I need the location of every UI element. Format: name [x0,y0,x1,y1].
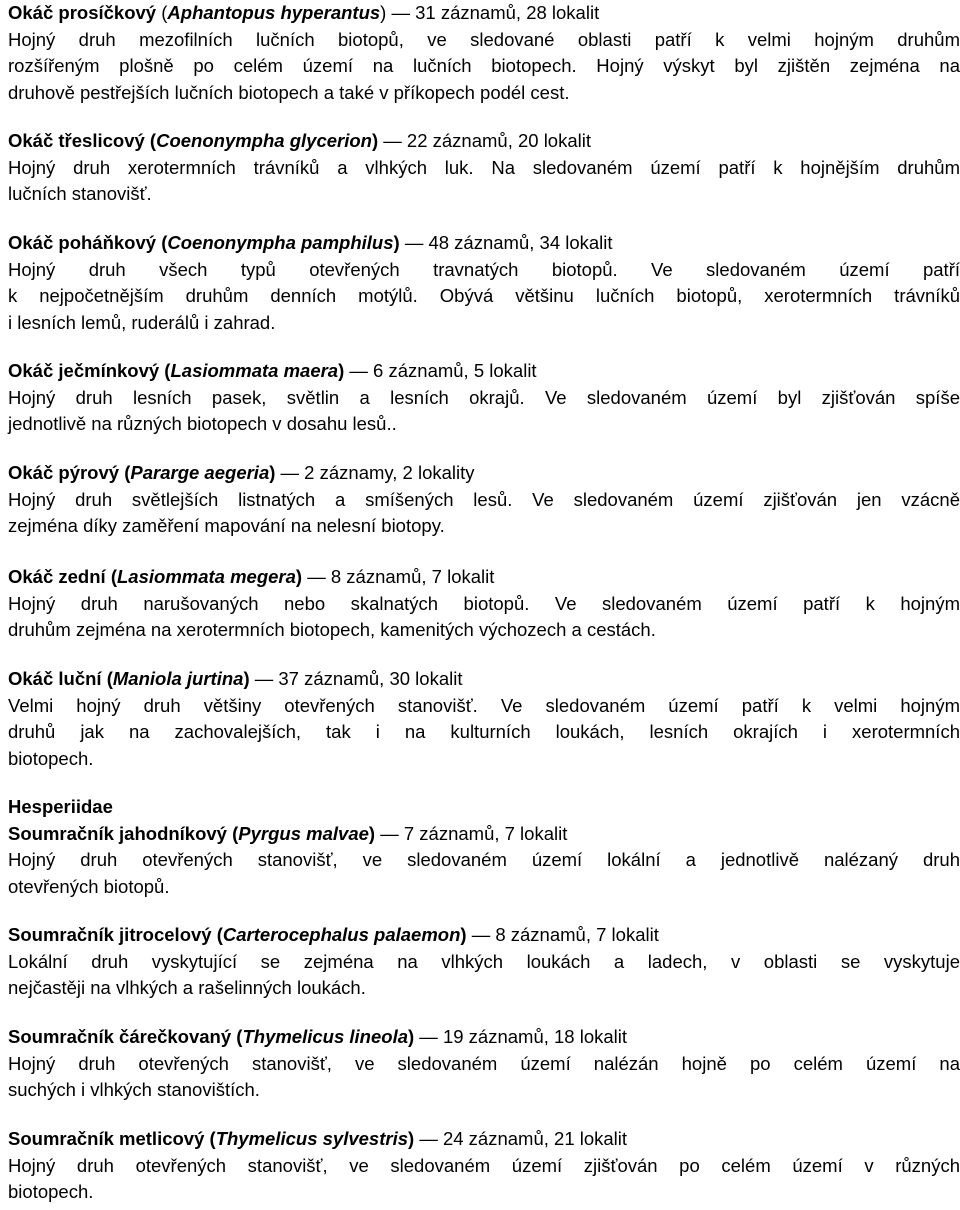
species-latin-name: Pararge aegeria [130,462,270,483]
description-line: Hojný druh otevřených stanovišť, ve sledovaném území zjišťován po celém území v různých [8,1154,960,1176]
description-line: Hojný druh mezofilních lučních biotopů, ve sledované oblasti patří k velmi hojným druhům [8,28,960,50]
species-entry [8,230,960,336]
description-line: Velmi hojný druh většiny otevřených stanovišť. Ve sledovaném území patří k velmi hojným [8,694,960,716]
species-heading: Soumračník čárečkovaný (Thymelicus lineola) — 19 záznamů, 18 lokalit [8,1026,628,1047]
species-entry [8,666,960,772]
species-heading: Okáč zední (Lasiommata megera) — 8 záznamů, 7 lokalit [8,566,495,587]
species-latin-name: Coenonympha glycerion [156,130,372,151]
species-entry [8,564,960,644]
species-latin-name: Carterocephalus palaemon [222,924,461,945]
description-line: Hojný druh otevřených stanovišť, ve sledovaném území lokální a jednotlivě nalézaný druh [8,849,960,870]
species-heading: Soumračník jahodníkový (Pyrgus malvae) — 7 záznamů, 7 lokalit [8,822,568,844]
species-heading: Okáč poháňkový (Coenonympha pamphilus) — 48 záznamů, 34 lokalit [8,232,613,253]
species-count: 31 záznamů, 28 lokalit [409,2,600,23]
description-line: rozšířeným plošně po celém území na lučních biotopech. Hojný výskyt byl zjištěn zejména na [8,55,960,76]
species-latin-name: Lasiommata maera [170,360,339,381]
species-count: 48 záznamů, 34 lokalit [423,232,613,253]
species-count: 6 záznamů, 5 lokalit [367,360,537,381]
species-count: 37 záznamů, 30 lokalit [273,668,463,689]
description-line: suchých i vlhkých stanovištích. [8,1079,260,1100]
description-line: Hojný druh xerotermních trávníků a vlhkých luk. Na sledovaném území patří k hojnějším druhům [8,156,960,178]
description-line: Hojný druh všech typů otevřených travnatých biotopů. Ve sledovaném území patří [8,258,960,280]
description-line: druhů jak na zachovalejších, tak i na kulturních loukách, lesních okrajích i xerotermních [8,721,960,742]
species-entry [8,1024,960,1104]
description-line: k nejpočetnějším druhům denních motýlů. Obývá většinu lučních biotopů, xerotermních trávníků [8,285,960,306]
species-count: 2 záznamy, 2 lokality [299,462,475,483]
species-latin-name: Maniola jurtina [112,668,244,689]
description-line: druhům zejména na xerotermních biotopech, kamenitých výchozech a cestách. [8,619,656,640]
description-line: Hojný druh narušovaných nebo skalnatých biotopů. Ve sledovaném území patří k hojným [8,592,960,614]
species-latin-name: Coenonympha pamphilus [167,232,394,253]
species-entry [8,0,960,106]
family-heading: Hesperiidae [8,796,113,817]
species-latin-name: Thymelicus sylvestris [215,1128,409,1149]
species-count: 22 záznamů, 20 lokalit [401,130,591,151]
description-line: Hojný druh světlejších listnatých a smíšených lesů. Ve sledovaném území zjišťován jen vzácně [8,488,960,510]
description-line: biotopech. [8,1181,94,1202]
species-name: Soumračník čárečkovaný [8,1026,232,1047]
species-name: Okáč třeslicový [8,130,145,151]
species-entry [8,922,960,1002]
species-name: Okáč zední [8,566,106,587]
species-name: Okáč prosíčkový [8,2,157,23]
description-line: druhově pestřejších lučních biotopech a také v příkopech podél cest. [8,81,570,103]
species-entry [8,794,960,900]
species-name: Okáč poháňkový [8,232,157,253]
description-line: nejčastěji na vlhkých a rašelinných loukách. [8,977,366,998]
description-line: i lesních lemů, ruderálů i zahrad. [8,311,276,333]
species-heading: Soumračník jitrocelový (Carterocephalus palaemon) — 8 záznamů, 7 lokalit [8,924,659,945]
species-latin-name: Pyrgus malvae [238,822,369,844]
description-line: Hojný druh otevřených stanovišť, ve sledovaném území nalézán hojně po celém území na [8,1052,960,1074]
species-entry [8,1126,960,1206]
description-line: jednotlivě na různých biotopech v dosahu lesů.. [8,413,397,434]
species-heading: Okáč prosíčkový (Aphantopus hyperantus) — 31 záznamů, 28 lokalit [8,2,600,23]
species-latin-name: Lasiommata megera [117,566,296,587]
description-line: zejména díky zaměření mapování na nelesní biotopy. [8,515,445,536]
species-heading: Okáč pýrový (Pararge aegeria) — 2 záznamy, 2 lokality [8,462,475,483]
species-heading: Okáč luční (Maniola jurtina) — 37 záznamů, 30 lokalit [8,668,463,689]
species-latin-name: Thymelicus lineola [242,1026,408,1047]
description-line: lučních stanovišť. [8,183,152,204]
description-line: otevřených biotopů. [8,875,170,897]
species-entry [8,358,960,438]
species-entry [8,460,960,540]
species-count: 8 záznamů, 7 lokalit [490,924,659,945]
species-count: 7 záznamů, 7 lokalit [398,822,568,844]
species-name: Okáč pýrový [8,462,120,483]
description-line: Lokální druh vyskytující se zejména na vlhkých loukách a ladech, v oblasti se vyskytuje [8,950,960,972]
species-count: 8 záznamů, 7 lokalit [325,566,495,587]
species-count: 24 záznamů, 21 lokalit [437,1128,628,1149]
species-name: Soumračník jitrocelový [8,924,212,945]
species-heading: Soumračník metlicový (Thymelicus sylvestris) — 24 záznamů, 21 lokalit [8,1128,628,1149]
description-line: Hojný druh lesních pasek, světlin a lesních okrajů. Ve sledovaném území byl zjišťován spíše [8,386,960,408]
species-heading: Okáč třeslicový (Coenonympha glycerion) — 22 záznamů, 20 lokalit [8,130,591,151]
species-heading: Okáč ječmínkový (Lasiommata maera) — 6 záznamů, 5 lokalit [8,360,537,381]
species-name: Okáč ječmínkový [8,360,160,381]
species-count: 19 záznamů, 18 lokalit [437,1026,628,1047]
description-line: biotopech. [8,747,94,769]
species-name: Soumračník jahodníkový [8,822,227,844]
species-name: Soumračník metlicový [8,1128,205,1149]
species-entry [8,128,960,208]
species-latin-name: Aphantopus hyperantus [167,2,381,23]
species-name: Okáč luční [8,668,102,689]
